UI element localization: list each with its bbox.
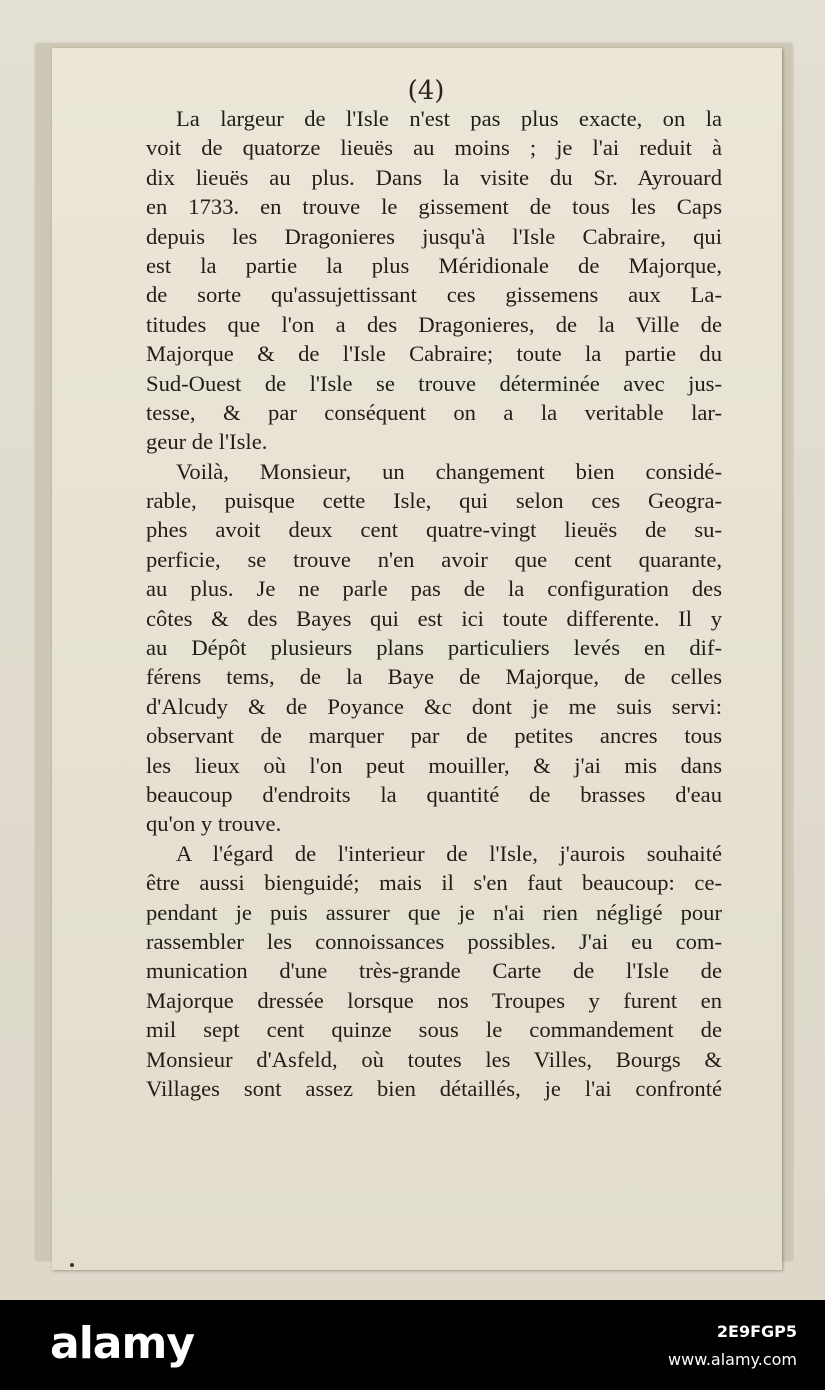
- text-line: rassembler les connoissances possibles. J'ai eu com-: [146, 928, 722, 954]
- text-line: d'Alcudy & de Poyance &c dont je me suis servi:: [146, 693, 722, 719]
- text-line: La largeur de l'Isle n'est pas plus exacte, on la: [176, 106, 722, 131]
- text-line: geur de l'Isle.: [146, 429, 268, 455]
- text-line: observant de marquer par de petites ancres tous: [146, 723, 722, 749]
- image-id: 2E9FGP5: [716, 1322, 797, 1341]
- text-line: au plus. Je ne parle pas de la configuration des: [146, 576, 722, 602]
- text-line: pendant je puis assurer que je n'ai rien négligé pour: [146, 899, 722, 925]
- text-line: férens tems, de la Baye de Majorque, de celles: [146, 664, 722, 690]
- text-line: munication d'une très-grande Carte de l'Isle de: [146, 958, 722, 984]
- text-line: au Dépôt plusieurs plans particuliers levés en dif-: [146, 635, 722, 661]
- text-line: être aussi bienguidé; mais il s'en faut beaucoup: ce-: [146, 870, 722, 896]
- text-line: depuis les Dragonieres jusqu'à l'Isle Cabraire, qui: [146, 223, 722, 249]
- text-line: Monsieur d'Asfeld, où toutes les Villes, Bourgs &: [146, 1046, 722, 1072]
- ink-speck: [70, 1263, 74, 1267]
- body-text: [146, 104, 722, 1103]
- text-line: tesse, & par conséquent on a la veritable lar-: [146, 399, 722, 425]
- text-line: Villages sont assez bien détaillés, je l'ai confronté: [146, 1075, 722, 1101]
- site-url: www.alamy.com: [668, 1350, 797, 1369]
- text-line: Majorque dressée lorsque nos Troupes y furent en: [146, 987, 722, 1013]
- text-line: est la partie la plus Méridionale de Majorque,: [146, 252, 722, 278]
- text-line: voit de quatorze lieuës au moins ; je l'ai reduit à: [146, 135, 722, 161]
- text-line: phes avoit deux cent quatre-vingt lieuës de su-: [146, 517, 722, 543]
- text-line: Sud-Ouest de l'Isle se trouve déterminée avec jus-: [146, 370, 722, 396]
- text-line: dix lieuës au plus. Dans la visite du Sr. Ayrouard: [146, 164, 722, 190]
- text-line: rable, puisque cette Isle, qui selon ces Geogra-: [146, 488, 722, 514]
- text-line: Majorque & de l'Isle Cabraire; toute la partie du: [146, 341, 722, 367]
- text-line: beaucoup d'endroits la quantité de brasses d'eau: [146, 781, 722, 807]
- text-line: les lieux où l'on peut mouiller, & j'ai mis dans: [146, 752, 722, 778]
- page-number: (4): [407, 76, 445, 106]
- text-line: mil sept cent quinze sous le commandement de: [146, 1017, 722, 1043]
- text-line: de sorte qu'assujettissant ces gissemens aux La-: [146, 282, 722, 308]
- text-line: qu'on y trouve.: [146, 811, 282, 837]
- text-line: titudes que l'on a des Dragonieres, de la Ville de: [146, 311, 722, 337]
- brand-logo: alamy: [50, 1318, 194, 1369]
- text-line: en 1733. en trouve le gissement de tous les Caps: [146, 194, 722, 220]
- text-line: perficie, se trouve n'en avoir que cent quarante,: [146, 546, 722, 572]
- text-line: côtes & des Bayes qui est ici toute differente. Il y: [146, 605, 722, 631]
- text-line: Voilà, Monsieur, un changement bien considé-: [176, 458, 722, 484]
- text-line: A l'égard de l'interieur de l'Isle, j'aurois souhaité: [176, 840, 722, 866]
